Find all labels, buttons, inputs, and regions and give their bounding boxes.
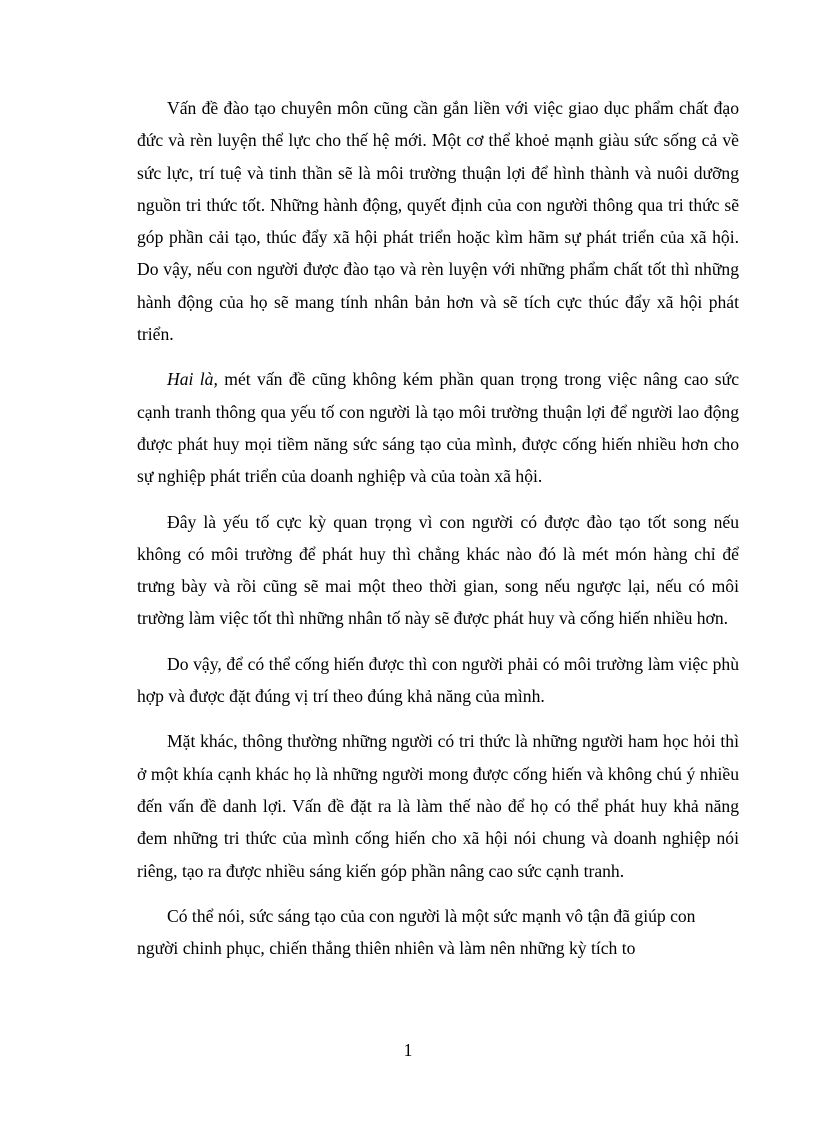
paragraph-text: mét vấn đề cũng không kém phần quan trọng trong việc nâng cao sức cạnh tranh thông qua yếu tố con người là tạo môi trường thuận lợi để người lao động được phát huy mọi tiềm năng sức sáng tạo của mình, được cống hiến nhiều hơn cho sự nghiệp phát triển của doanh nghiệp và của toàn xã hội. — [137, 369, 739, 487]
paragraph-text: Có thể nói, sức sáng tạo của con người là một sức mạnh vô tận đã giúp con người chinh phục, chiến thắng thiên nhiên và làm nên những kỳ tích to — [137, 905, 696, 959]
paragraph-text: Vấn đề đào tạo chuyên môn cũng cần gắn liền với việc giao dục phẩm chất đạo đức và rèn luyện thể lực cho thế hệ mới. Một cơ thể khoẻ mạnh giàu sức sống cả về sức lực, trí tuệ và tinh thần sẽ là môi trường thuận lợi để hình thành và nuôi dưỡng nguồn tri thức tốt. Những hành động, quyết định của con người thông qua tri thức sẽ góp phần cải tạo, thúc đẩy xã hội phát triển hoặc kìm hãm sự phát triển của xã hội. Do vậy, nếu con người được đào tạo và rèn luyện với những phẩm chất tốt thì những hành động của họ sẽ mang tính nhân bản hơn và sẽ tích cực thúc đẩy xã hội phát triển. — [137, 98, 739, 345]
body-text — [137, 92, 739, 964]
paragraph-4 — [137, 648, 739, 713]
paragraph-1 — [137, 92, 739, 350]
paragraph-6 — [137, 900, 739, 965]
paragraph-text: Do vậy, để có thể cống hiến được thì con người phải có môi trường làm việc phù hợp và được đặt đúng vị trí theo đúng khả năng của mình. — [137, 653, 739, 707]
paragraph-lead: Hai là, — [167, 369, 218, 390]
page-number: 1 — [403, 1040, 413, 1060]
paragraph-5 — [137, 725, 739, 886]
paragraph-text: Mặt khác, thông thường những người có tri thức là những người ham học hỏi thì ở một khía cạnh khác họ là những người mong được cống hiến và không chú ý nhiều đến vấn đề danh lợi. Vấn đề đặt ra là làm thế nào để họ có thể phát huy khả năng đem những tri thức của mình cống hiến cho xã hội nói chung và doanh nghiệp nói riêng, tạo ra được nhiều sáng kiến góp phần nâng cao sức cạnh tranh. — [137, 731, 739, 881]
paragraph-text: Đây là yếu tố cực kỳ quan trọng vì con người có được đào tạo tốt song nếu không có môi trường để phát huy thì chẳng khác nào đó là mét món hàng chỉ để trưng bày và rồi cũng sẽ mai một theo thời gian, song nếu ngược lại, nếu có môi trường làm việc tốt thì những nhân tố này sẽ được phát huy và cống hiến nhiều hơn. — [137, 511, 739, 629]
paragraph-2 — [137, 363, 739, 492]
paragraph-3 — [137, 506, 739, 635]
